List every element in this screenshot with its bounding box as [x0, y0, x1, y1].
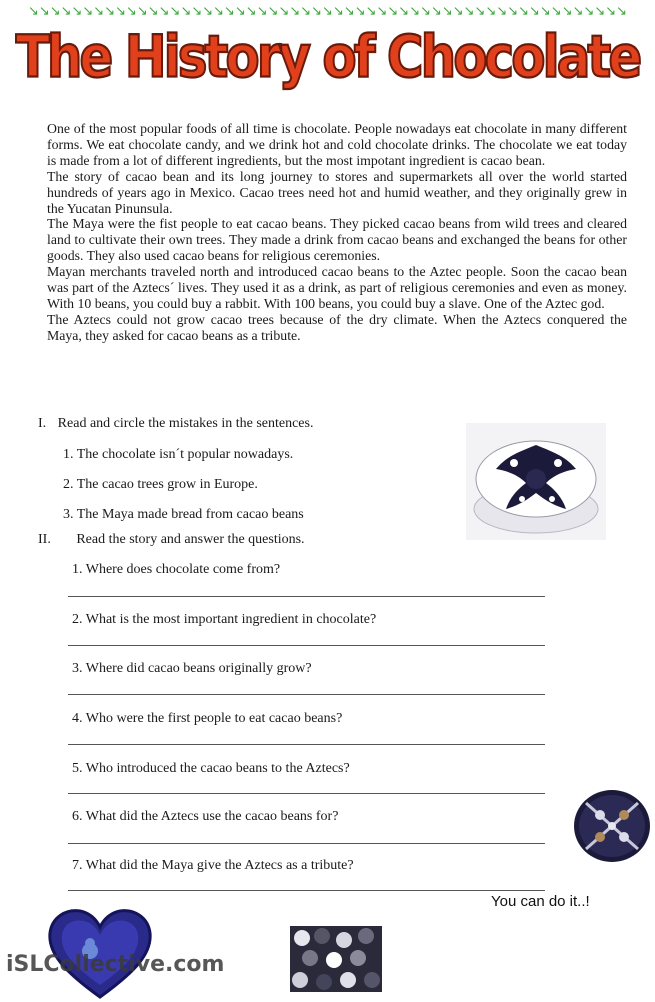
question-3: 3. Where did cacao beans originally grow?	[72, 661, 312, 676]
section-2-heading	[38, 532, 305, 548]
section-1-heading	[38, 416, 313, 432]
paragraph: Mayan merchants traveled north and introduced cacao beans to the Aztec people. Soon the cacao bean was part of the Aztecs´ lives. They used it as a drink, as part of religious ceremonies and even as money. With 10 beans, you could buy a rabbit. With 100 beans, you could buy a slave. One of the Aztec god.	[47, 264, 627, 311]
question-5: 5. Who introduced the cacao beans to the Aztecs?	[72, 761, 350, 776]
page-title: The History of Chocolate	[15, 23, 640, 91]
section-2-instruction: Read the story and answer the questions.	[76, 532, 305, 547]
section-1-instruction: Read and circle the mistakes in the sentences.	[57, 416, 314, 431]
answer-line-5[interactable]	[68, 793, 545, 794]
question-7: 7. What did the Maya give the Aztecs as a tribute?	[72, 858, 354, 873]
answer-line-7[interactable]	[68, 890, 545, 891]
mistake-sentence-1: 1. The chocolate isn´t popular nowadays.	[63, 447, 294, 462]
question-6: 6. What did the Aztecs use the cacao beans for?	[72, 809, 339, 824]
paragraph: One of the most popular foods of all time is chocolate. People nowadays eat chocolate in many different forms. We eat chocolate candy, and we drink hot and cold chocolate drinks. The chocolate we eat today is made from a lot of different ingredients, but the most impotant ingredient is cacao bean.	[47, 121, 627, 168]
chocolate-pieces-image	[290, 926, 382, 992]
site-watermark: iSLCollective.com	[6, 952, 225, 977]
answer-line-2[interactable]	[68, 645, 545, 646]
decorative-border: ↘↘↘↘↘↘↘↘↘↘↘↘↘↘↘↘↘↘↘↘↘↘↘↘↘↘↘↘↘↘↘↘↘↘↘↘↘↘↘↘↘↘↘↘↘↘↘↘↘↘↘↘↘↘↘	[27, 4, 628, 19]
chocolate-box-image	[572, 789, 652, 864]
answer-line-6[interactable]	[68, 843, 545, 844]
answer-line-1[interactable]	[68, 596, 545, 597]
answer-line-4[interactable]	[68, 744, 545, 745]
question-4: 4. Who were the first people to eat cacao beans?	[72, 711, 343, 726]
answer-line-3[interactable]	[68, 694, 545, 695]
section-1-numeral: I.	[38, 416, 47, 431]
story-text	[47, 121, 627, 344]
encouragement-text: You can do it..!	[491, 893, 590, 910]
paragraph: The story of cacao bean and its long journey to stores and supermarkets all over the world started hundreds of years ago in Mexico. Cacao trees need hot and humid weather, and they originally grew in the Yucatan Pinunsula.	[47, 168, 627, 216]
paragraph: The Maya were the fist people to eat cacao beans. They picked cacao beans from wild trees and cleared land to cultivate their own trees. They made a drink from cacao beans and exchanged the beans for other goods. They also used cacao beans for religious ceremonies.	[47, 216, 627, 264]
mistake-sentence-3: 3. The Maya made bread from cacao beans	[63, 507, 304, 522]
chocolate-cake-image	[466, 423, 606, 540]
question-1: 1. Where does chocolate come from?	[72, 562, 281, 577]
section-2-numeral: II.	[38, 532, 51, 547]
mistake-sentence-2: 2. The cacao trees grow in Europe.	[63, 477, 258, 492]
question-2: 2. What is the most important ingredient in chocolate?	[72, 612, 377, 627]
paragraph: The Aztecs could not grow cacao trees because of the dry climate. When the Aztecs conquered the Maya, they asked for cacao beans as a tribute.	[47, 311, 627, 343]
